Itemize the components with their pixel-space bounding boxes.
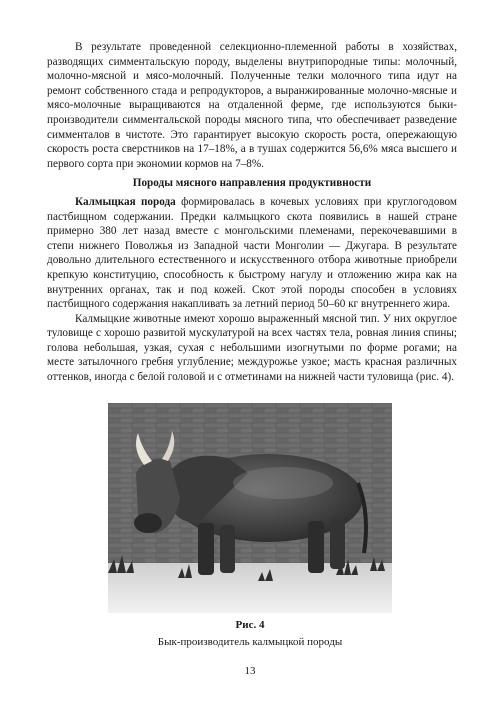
figure-label: Рис. 4 [235,619,265,631]
paragraph-kalmyk-breed-text: формировалась в кочевых условиях при круглогодовом пастбищном содержании. Предки калмыцкого скота появились в нашей стране примерно 380 лет назад вместе с монгольскими племенами, перекочевавшими в степи нижнего Поволжья из Западной части Монголии — Джугара. В результате довольно длительного естественного и искусственного отбора животные приобрели крепкую конституцию, способность к быстрому нагулу и отложению жира как на внутренних органах, так и под кожей. Скот этой породы способен в условиях пастбищного содержания накапливать за летний период 50–60 кг внутреннего жира. [47,195,457,311]
figure-caption: Бык-производитель калмыцкой породы [157,636,343,648]
body-text [47,40,457,385]
paragraph-kalmyk-breed [47,195,457,312]
bull-photo [108,403,392,613]
paragraph-simmental-types: В результате проведенной селекционно-племенной работы в хозяйствах, разводящих симментальскую породу, выделены внутрипородные типы: молочный, молочно-мясной и мясо-молочный. Полученные телки молочного типа идут на ремонт собственного стада и репродукторов, а выранжированные молочно-мясные и мясо-молочные выращиваются на отдаленной ферме, где используются быки-производители симментальской породы мясного типа, что обеспечивает разведение симменталов в чистоте. Это гарантирует высокую скорость роста, опережающую скорость роста сверстников на 17–18%, а в тушах содержится 56,6% мяса высшего и первого сорта при экономии кормов на 7–8%. [47,41,457,170]
section-heading: Породы мясного направления продуктивности [132,177,372,190]
bull-photo-image [108,403,392,613]
page-number: 13 [244,665,256,677]
breed-name: Калмыцкая порода [75,195,176,208]
paragraph-kalmyk-description: Калмыцкие животные имеют хорошо выраженный мясной тип. У них округлое туловище с хорошо развитой мускулатурой на всех частях тела, ровная линия спины; голова небольшая, узкая, сухая с небольшими изогнутыми по форме рогами; на месте затылочного гребня углубление; междурожье узкое; масть красная различных оттенков, иногда с белой головой и с отметинами на нижней части туловища (рис. 4). [47,312,457,384]
